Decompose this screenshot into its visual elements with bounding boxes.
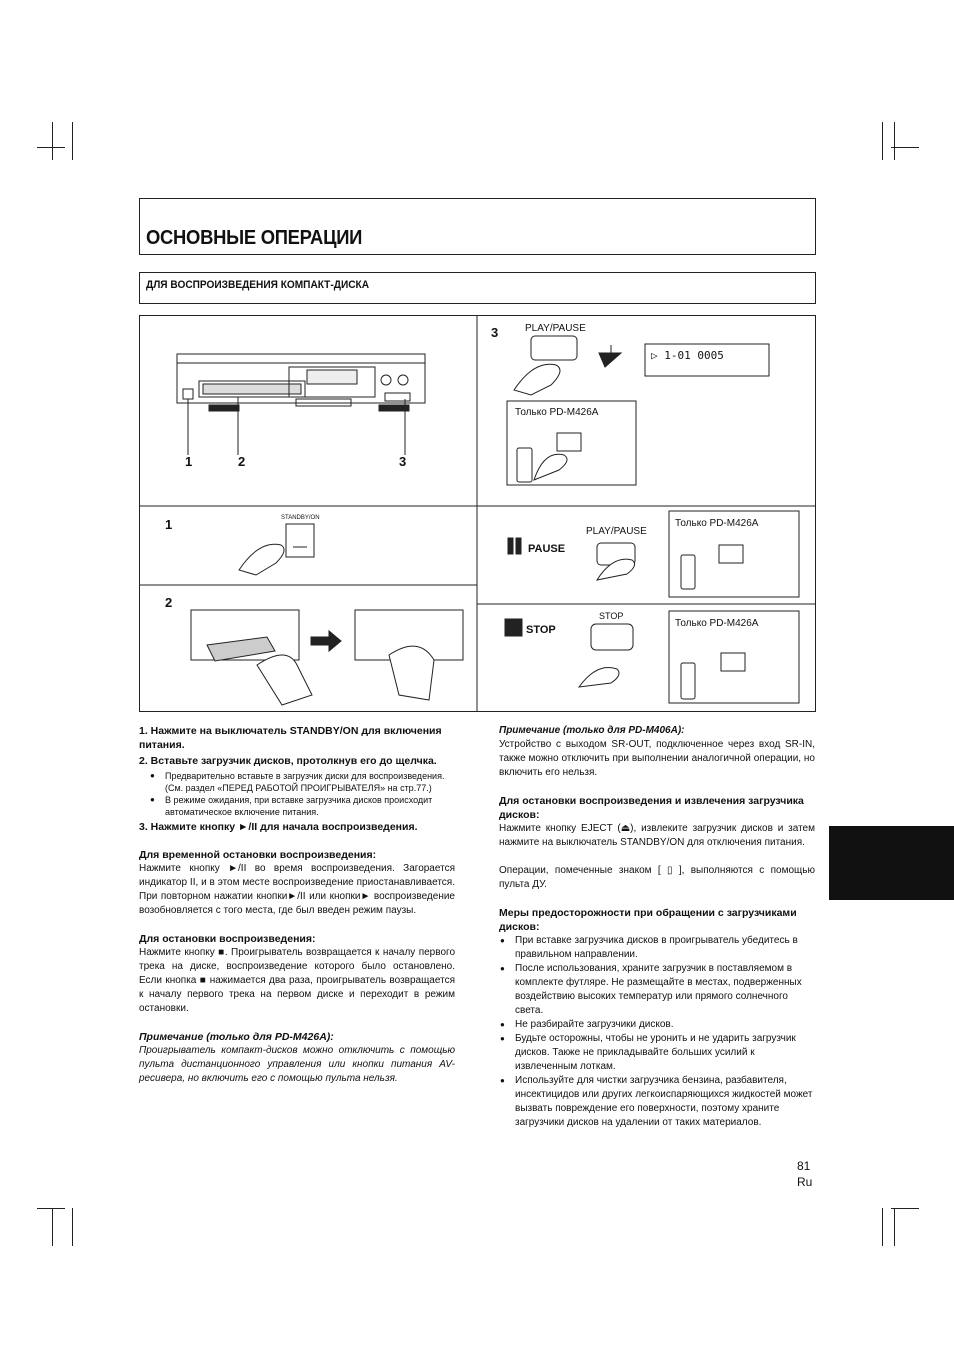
care-item: ● Будьте осторожны, чтобы не уронить и не ударить загрузчик дисков. Также не прикладывайте больших усилий к извлеченным лоткам.: [499, 1032, 815, 1074]
callout-2: 2: [238, 454, 246, 469]
stop-heading: Для остановки воспроизведения:: [139, 933, 316, 945]
care-item: ● После использования, храните загрузчик в поставляемом в комплекте футляре. Не размещайте в местах, подверженных воздействию высоких температур или прямого солнечного света.: [499, 962, 815, 1018]
step-3-text: 3. Нажмите кнопку ►/II для начала воспроизведения.: [139, 821, 418, 833]
care-item: ● Не разбирайте загрузчики дисков.: [499, 1018, 815, 1032]
callout-3: 3: [399, 454, 407, 469]
left-column: [139, 724, 455, 1086]
chapter-tab: [829, 826, 954, 900]
page-number: 81: [797, 1159, 811, 1173]
step-2-number: 2: [165, 595, 173, 610]
play-pause-label-2: PLAY/PAUSE: [586, 526, 647, 537]
display-readout: ▷ 1-01 0005: [651, 349, 724, 362]
note-heading: Примечание (только для PD-M426A):: [139, 1031, 334, 1043]
care-list: [499, 934, 815, 1130]
remote-note: Операции, помеченные знаком [ ▯ ], выполняются с помощью пульта ДУ.: [499, 865, 815, 890]
model-note-3: Только PD-M426A: [675, 618, 759, 629]
pause-label: PAUSE: [528, 543, 566, 555]
note-text: Проигрыватель компакт-дисков можно отключить с помощью пульта дистанционного управления или кнопки питания AV-ресивера, но включить его с помощью пульта нельзя.: [139, 1045, 455, 1084]
eject-text: Нажмите кнопку EJECT (⏏), извлеките загрузчик дисков и затем нажмите на выключатель STANDBY/ON для отключения питания.: [499, 823, 815, 848]
insert-magazine-drawing: [191, 610, 463, 705]
step-1-number: 1: [165, 517, 173, 532]
standby-label: STANDBY/ON: [281, 515, 320, 521]
model-note-2: Только PD-M426A: [675, 518, 759, 529]
care-heading: Меры предосторожности при обращении с загрузчиками дисков:: [499, 907, 797, 933]
language-code: Ru: [797, 1175, 813, 1189]
figure-drawing: [139, 315, 816, 712]
bullet-item: ● Предварительно вставьте в загрузчик диски для воспроизведения. (См. раздел «ПЕРЕД РАБОТОЙ ПРОИГРЫВАТЕЛЯ» на стр.77.): [149, 770, 455, 794]
care-item: ● При вставке загрузчика дисков в проигрыватель убедитесь в правильном направлении.: [499, 934, 815, 962]
pause-text: Нажмите кнопку ►/II во время воспроизведения. Загорается индикатор II, и в этом месте воспроизведение приостанавливается. При повторном нажатии кнопки►/II или кнопки► воспроизведение возобновляется с того места, где был введен режим паузы.: [139, 863, 455, 916]
eject-heading: Для остановки воспроизведения и извлечения загрузчика дисков:: [499, 795, 804, 821]
step-2-text: 2. Вставьте загрузчик дисков, протолкнув его до щелчка.: [139, 755, 437, 767]
page-number-block: [797, 1158, 812, 1190]
cd-player-front: [177, 354, 425, 455]
model-note-1: Только PD-M426A: [515, 407, 599, 418]
standby-button-drawing: [239, 524, 314, 575]
callout-1: 1: [185, 454, 193, 469]
step-3-number: 3: [491, 325, 499, 340]
stop-label: STOP: [599, 611, 624, 621]
bullet-item: ● В режиме ожидания, при вставке загрузчика дисков происходит автоматическое включение питания.: [149, 794, 455, 818]
right-column: [499, 724, 815, 1130]
note-text-406: Устройство с выходом SR-OUT, подключенное через вход SR-IN, также можно отключить при выполнении аналогичной операции, но включить его нельзя.: [499, 739, 815, 778]
step-1-text: 1. Нажмите на выключатель STANDBY/ON для включения питания.: [139, 725, 442, 751]
care-item: ● Используйте для чистки загрузчика бензина, разбавителя, инсектицидов или других легкоиспаряющихся жидкостей может вызвать повреждение его поверхности, поэтому храните загрузчики дисков на удалении от таких материалов.: [499, 1074, 815, 1130]
note-heading-406: Примечание (только для PD-M406A):: [499, 725, 685, 736]
page-title: ОСНОВНЫЕ ОПЕРАЦИИ: [146, 227, 363, 249]
stop-label-big: STOP: [526, 624, 556, 636]
play-pause-label: PLAY/PAUSE: [525, 323, 586, 334]
instruction-figure: [139, 315, 816, 712]
stop-text: Нажмите кнопку ■. Проигрыватель возвращается к началу первого трека на диске, воспроизведение которого было остановлено. Если кнопка ■ нажимается два раза, проигрыватель возвращается к началу первого трека на первом диске и переходит в режим остановки.: [139, 947, 455, 1014]
section-title: ДЛЯ ВОСПРОИЗВЕДЕНИЯ КОМПАКТ-ДИСКА: [146, 279, 370, 291]
pause-heading: Для временной остановки воспроизведения:: [139, 849, 377, 861]
step-2-bullets: [149, 770, 455, 818]
